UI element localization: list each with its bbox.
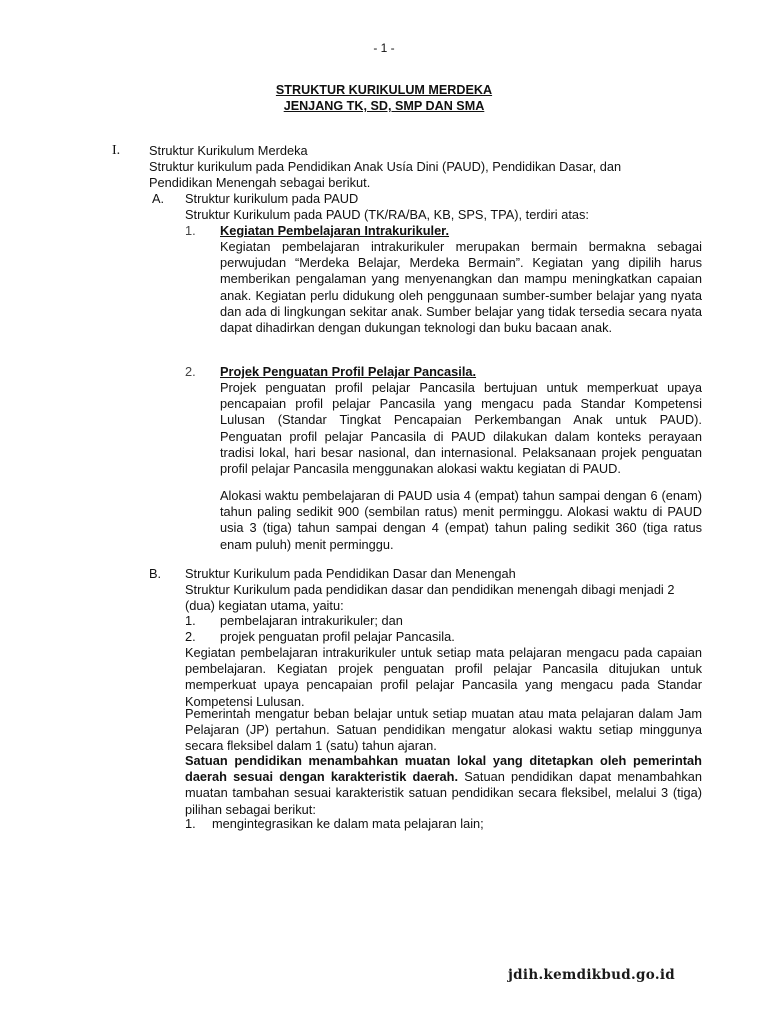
sub-b-list-item-2-number: 2. [185,629,196,644]
sub-a-heading: Struktur kurikulum pada PAUD [185,191,359,206]
footer-watermark[interactable]: jdih.kemdikbud.go.id [508,967,675,983]
document-title-line2: JENJANG TK, SD, SMP DAN SMA [283,99,485,113]
sub-b-paragraph-1: Kegiatan pembelajaran intrakurikuler untuk setiap mata pelajaran mengacu pada capaian pembelajaran. Kegiatan projek penguatan profil pelajar Pancasila ditujukan untuk memperkuat upaya pencapaian profil pelajar Pancasila yang mengacu pada Standar Kompetensi Lulusan. [185,645,702,709]
sub-b-intro: Struktur Kurikulum pada pendidikan dasar dan pendidikan menengah dibagi menjadi 2 (dua) kegiatan utama, yaitu: [185,582,675,614]
section-i-numeral: I. [112,143,121,158]
sub-b-letter: B. [149,566,162,581]
sub-a-item1-title: Kegiatan Pembelajaran Intrakurikuler. [220,223,450,238]
sub-a-item2-title: Projek Penguatan Profil Pelajar Pancasila. [220,364,477,379]
sub-a-letter: A. [152,191,165,206]
sub-b-paragraph-3-rest: Satuan pendidikan dapat menambahkan muatan tambahan sesuai karakteristik satuan pendidikan secara fleksibel, melalui 3 (tiga) pilihan sebagai berikut: [185,769,702,817]
sub-b-list-item-2-text: projek penguatan profil pelajar Pancasila. [220,629,455,644]
sub-b-list-item-1-number: 1. [185,613,196,628]
sub-b-paragraph-2: Pemerintah mengatur beban belajar untuk setiap muatan atau mata pelajaran dalam Jam Pelajaran (JP) pertahun. Satuan pendidikan mengatur alokasi waktu setiap minggunya secara fleksibel dalam 1 (satu) tahun ajaran. [185,706,702,754]
sub-a-item2-text1: Projek penguatan profil pelajar Pancasila bertujuan untuk memperkuat upaya pencapaian profil pelajar Pancasila yang mengacu pada Standar Kompetensi Lulusan (Standar Tingkat Pencapaian Perkembangan Anak untuk PAUD). Penguatan profil pelajar Pancasila di PAUD dilakukan dalam konteks perayaan tradisi lokal, hari besar nasional, dan internasional. Pelaksanaan projek penguatan profil pelajar Pancasila menggunakan alokasi waktu kegiatan di PAUD. [220,380,702,477]
sub-a-intro: Struktur Kurikulum pada PAUD (TK/RA/BA, KB, SPS, TPA), terdiri atas: [185,207,589,222]
sub-b-option-1-number: 1. [185,816,196,831]
section-i-intro: Struktur kurikulum pada Pendidikan Anak Usía Dini (PAUD), Pendidikan Dasar, dan Pendidikan Menengah sebagai berikut. [149,159,622,191]
sub-b-heading: Struktur Kurikulum pada Pendidikan Dasar dan Menengah [185,566,516,581]
sub-b-list-item-1-text: pembelajaran intrakurikuler; dan [220,613,403,628]
sub-a-item1-number: 1. [185,223,196,238]
sub-b-paragraph-3-bold: Satuan pendidikan menambahkan muatan lokal yang ditetapkan oleh pemerintah daerah sesuai dengan karakteristik daerah. [185,753,702,785]
sub-a-item2-number: 2. [185,364,196,379]
sub-a-item2-text2: Alokasi waktu pembelajaran di PAUD usia 4 (empat) tahun sampai dengan 6 (enam) tahun paling sedikit 900 (sembilan ratus) menit perminggu. Alokasi waktu di PAUD usia 3 (tiga) tahun sampai dengan 4 (empat) tahun paling sedikit 360 (tiga ratus enam puluh) menit perminggu. [220,488,702,552]
page-number: - 1 - [373,41,395,55]
sub-b-paragraph-3 [185,753,702,818]
sub-a-item1-text: Kegiatan pembelajaran intrakurikuler merupakan bermain bermakna sebagai perwujudan “Merdeka Belajar, Merdeka Bermain”. Kegiatan yang dipilih harus memberikan pengalaman yang menyenangkan dan mampu meningkatkan capaian anak. Kegiatan perlu didukung oleh penggunaan sumber-sumber belajar yang nyata dan ada di lingkungan sekitar anak. Sumber belajar yang tidak tersedia secara nyata dapat dihadirkan dengan dukungan teknologi dan buku bacaan anak. [220,239,702,336]
section-i-heading: Struktur Kurikulum Merdeka [149,143,308,158]
document-title-line1: STRUKTUR KURIKULUM MERDEKA [275,83,493,97]
sub-b-option-1-text: mengintegrasikan ke dalam mata pelajaran lain; [212,816,484,831]
